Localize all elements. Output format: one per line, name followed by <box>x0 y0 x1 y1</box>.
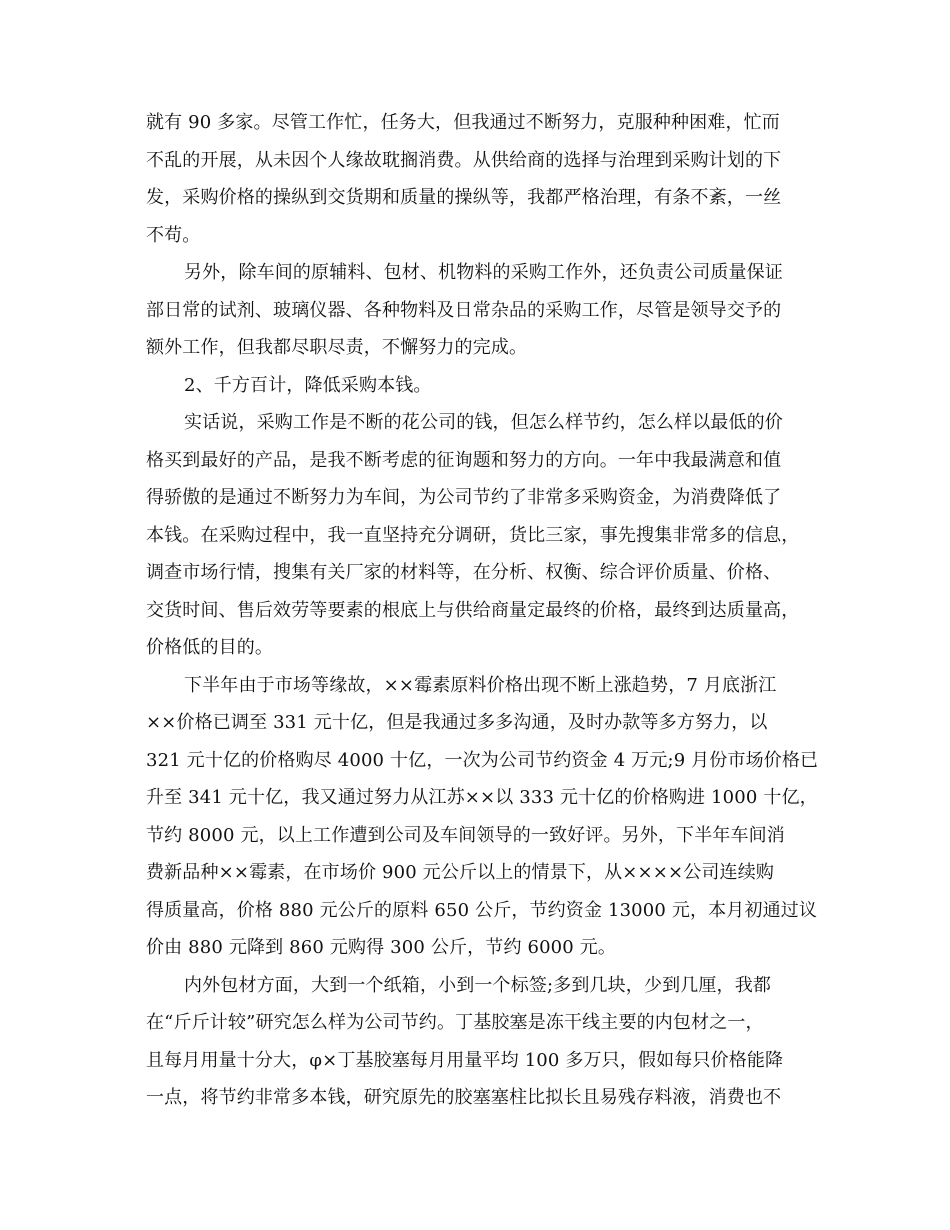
text-line: 得质量高，价格 880 元公斤的原料 650 公斤，节约资金 13000 元，本月初通过议 <box>146 899 818 921</box>
text-line: 升至 341 元十亿，我又通过努力从江苏××以 333 元十亿的价格购进 1000 十亿， <box>146 787 818 808</box>
text-line: 得骄傲的是通过不断努力为车间，为公司节约了非常多采购资金，为消费降低了 <box>146 487 782 508</box>
text-line: 部日常的试剂、玻璃仪器、各种物料及日常杂品的采购工作，尽管是领导交予的 <box>146 299 782 321</box>
text-line: 另外，除车间的原辅料、包材、机物料的采购工作外，还负责公司质量保证 <box>184 262 783 283</box>
text-line: 在“斤斤计较”研究怎么样为公司节约。丁基胶塞是冻干线主要的内包材之一， <box>146 1012 764 1033</box>
text-line: 价由 880 元降到 860 元购得 300 公斤，节约 6000 元。 <box>146 937 617 958</box>
text-line: 内外包材方面，大到一个纸箱，小到一个标签;多到几块，少到几厘，我都 <box>184 974 772 996</box>
document-body <box>146 104 819 1117</box>
text-line: 2、千方百计，降低采购本钱。 <box>184 374 432 396</box>
text-line: 不乱的开展，从未因个人缘故耽搁消费。从供给商的选择与治理到采购计划的下 <box>146 149 782 171</box>
text-line: 节约 8000 元，以上工作遭到公司及车间领导的一致好评。另外，下半年车间消 <box>146 824 785 846</box>
text-line: 费新品种××霉素，在市场价 900 元公斤以上的情景下，从××××公司连续购 <box>146 862 774 883</box>
text-line: 321 元十亿的价格购尽 4000 十亿，一次为公司节约资金 4 万元;9 月份市场价格已 <box>146 749 819 771</box>
text-line: 就有 90 多家。尽管工作忙，任务大，但我通过不断努力，克服种种困难，忙而 <box>146 112 780 133</box>
text-line: 额外工作，但我都尽职尽责，不懈努力的完成。 <box>146 337 528 358</box>
text-line: 不苟。 <box>146 224 201 246</box>
text-line: 调查市场行情，搜集有关厂家的材料等，在分析、权衡、综合评价质量、价格、 <box>146 562 782 583</box>
text-line: 一点，将节约非常多本钱，研究原先的胶塞塞柱比拟长且易残存料液，消费也不 <box>146 1087 782 1108</box>
text-line: 交货时间、售后效劳等要素的根底上与供给商量定最终的价格，最终到达质量高， <box>146 599 800 621</box>
text-line: 下半年由于市场等缘故，××霉素原料价格出现不断上涨趋势，7 月底浙江 <box>184 674 777 696</box>
text-line: 格买到最好的产品，是我不断考虑的征询题和努力的方向。一年中我最满意和值 <box>146 449 782 471</box>
text-line: 价格低的目的。 <box>146 637 274 658</box>
text-line: 且每月用量十分大，φ×丁基胶塞每月用量平均 100 多万只，假如每只价格能降 <box>146 1049 784 1071</box>
text-line: 本钱。在采购过程中，我一直坚持充分调研，货比三家，事先搜集非常多的信息， <box>146 524 800 546</box>
text-line: 实话说，采购工作是不断的花公司的钱，但怎么样节约，怎么样以最低的价 <box>184 412 783 433</box>
text-line: 发，采购价格的操纵到交货期和质量的操纵等，我都严格治理，有条不紊，一丝 <box>146 187 782 208</box>
text-line: ××价格已调至 331 元十亿，但是我通过多多沟通，及时办款等多方努力，以 <box>146 712 768 733</box>
